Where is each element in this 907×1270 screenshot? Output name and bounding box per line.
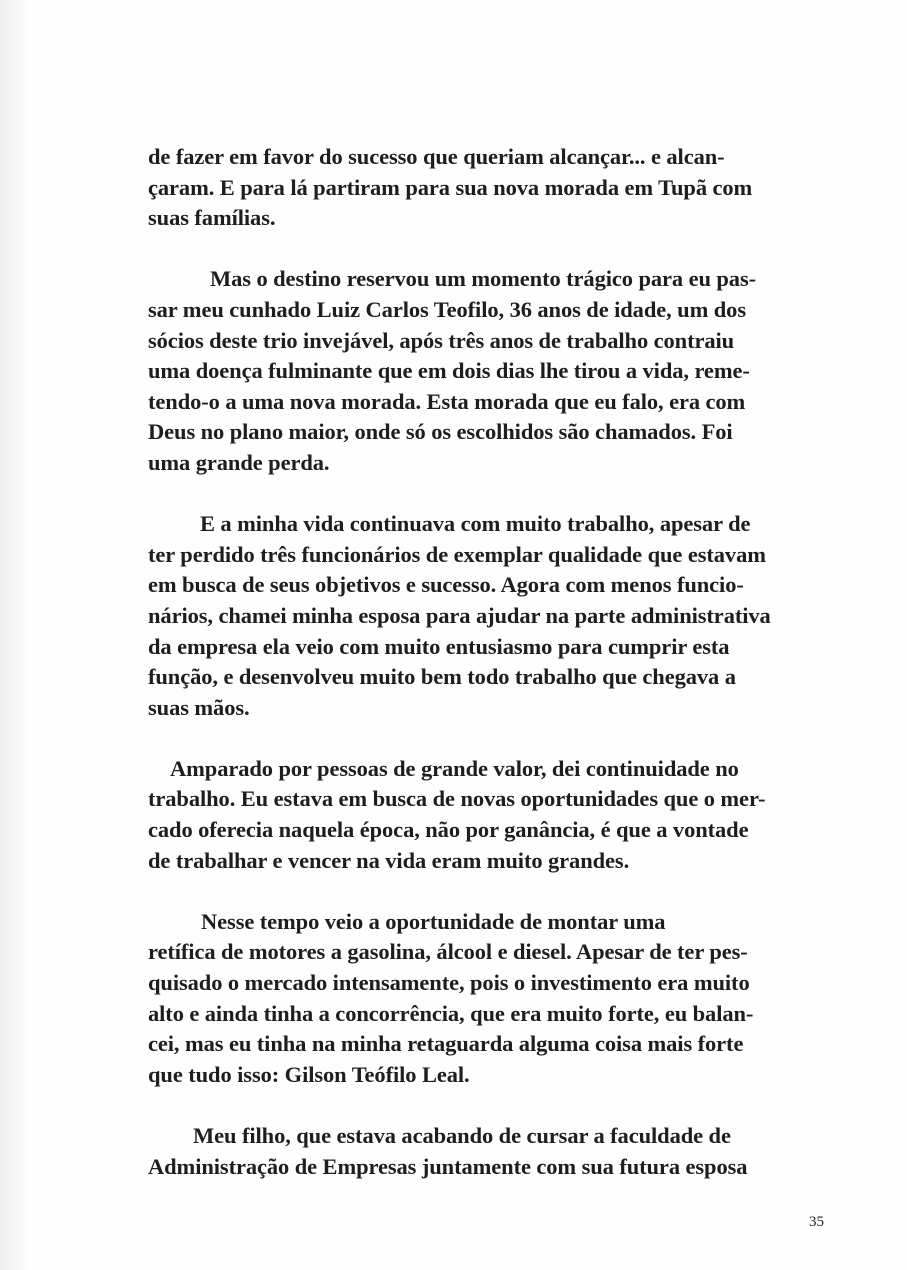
text-line: nários, chamei minha esposa para ajudar na parte administrativa bbox=[148, 602, 771, 628]
text-line: Amparado por pessoas de grande valor, dei continuidade no bbox=[170, 755, 739, 781]
paragraph-3 bbox=[148, 509, 816, 723]
text-line: cei, mas eu tinha na minha retaguarda alguma coisa mais forte bbox=[148, 1031, 744, 1057]
paragraph-5 bbox=[148, 907, 816, 1091]
text-line: Administração de Empresas juntamente com sua futura esposa bbox=[148, 1153, 748, 1179]
text-line: de trabalhar e vencer na vida eram muito grandes. bbox=[148, 847, 630, 873]
text-line: E a minha vida continuava com muito trabalho, apesar de bbox=[200, 511, 751, 537]
text-line: Nesse tempo veio a oportunidade de montar uma bbox=[201, 908, 666, 934]
text-line: suas famílias. bbox=[148, 205, 276, 231]
paragraph-1 bbox=[148, 142, 816, 234]
text-line: cado oferecia naquela época, não por ganância, é que a vontade bbox=[148, 817, 749, 843]
text-line: que tudo isso: Gilson Teófilo Leal. bbox=[148, 1061, 470, 1087]
text-line: suas mãos. bbox=[148, 694, 250, 720]
text-line: sócios deste trio invejável, após três anos de trabalho contraiu bbox=[148, 327, 735, 353]
text-line: quisado o mercado intensamente, pois o investimento era muito bbox=[148, 970, 750, 996]
text-line: sar meu cunhado Luiz Carlos Teofilo, 36 anos de idade, um dos bbox=[148, 296, 746, 322]
text-line: Deus no plano maior, onde só os escolhidos são chamados. Foi bbox=[148, 419, 733, 445]
text-line: em busca de seus objetivos e sucesso. Agora com menos funcio- bbox=[148, 572, 744, 598]
text-line: retífica de motores a gasolina, álcool e diesel. Apesar de ter pes- bbox=[148, 939, 748, 965]
text-line: função, e desenvolveu muito bem todo trabalho que chegava a bbox=[148, 664, 736, 690]
text-line: trabalho. Eu estava em busca de novas oportunidades que o mer- bbox=[148, 786, 766, 812]
text-line: tendo-o a uma nova morada. Esta morada que eu falo, era com bbox=[148, 388, 746, 414]
paragraph-2 bbox=[148, 264, 816, 478]
text-line: uma grande perda. bbox=[148, 449, 330, 475]
page-edge-shadow bbox=[0, 0, 30, 1270]
text-line: Meu filho, que estava acabando de cursar a faculdade de bbox=[193, 1123, 731, 1148]
text-line: çaram. E para lá partiram para sua nova morada em Tupã com bbox=[148, 174, 753, 200]
paragraph-6 bbox=[148, 1121, 816, 1182]
text-line: uma doença fulminante que em dois dias lhe tirou a vida, reme- bbox=[148, 358, 750, 384]
page-number: 35 bbox=[809, 1214, 824, 1230]
text-line: ter perdido três funcionários de exemplar qualidade que estavam bbox=[148, 541, 766, 567]
text-line: Mas o destino reservou um momento trágico para eu pas- bbox=[210, 266, 757, 292]
body-text bbox=[148, 142, 816, 1182]
paragraph-4 bbox=[148, 754, 816, 876]
text-line: de fazer em favor do sucesso que queriam alcançar... e alcan- bbox=[148, 144, 725, 169]
text-line: alto e ainda tinha a concorrência, que era muito forte, eu balan- bbox=[148, 1000, 754, 1026]
text-line: da empresa ela veio com muito entusiasmo para cumprir esta bbox=[148, 633, 730, 659]
